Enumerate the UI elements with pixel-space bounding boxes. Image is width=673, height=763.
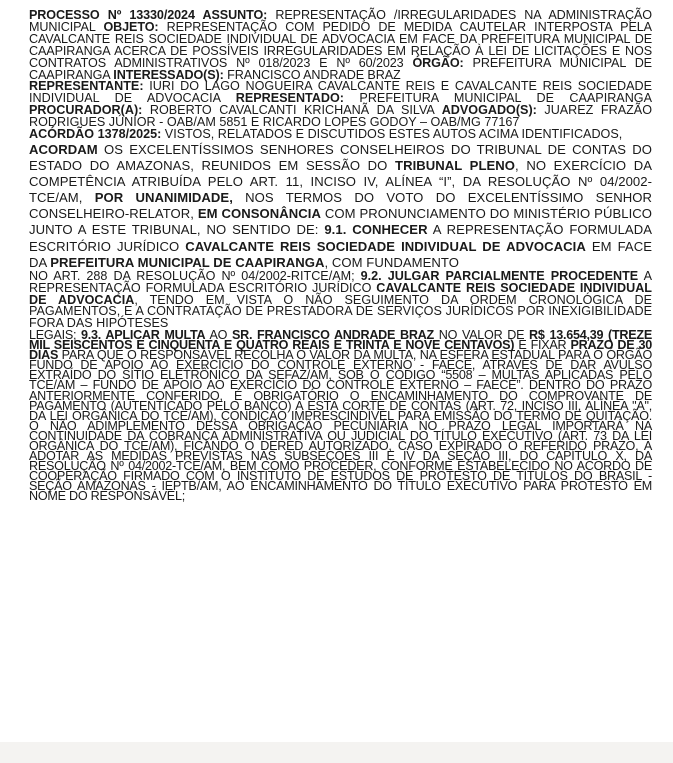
fine-bold-2: SR. FRANCISCO ANDRADE BRAZ bbox=[231, 328, 434, 343]
fine-bold-1: 9.3. APLICAR MULTA bbox=[81, 328, 206, 343]
process-subject: REPRESENTAÇÃO /IRREGULARIDADES NA ADMINISTRAÇÃO MUNICIPAL bbox=[29, 8, 652, 34]
procedence-text-1: NO ART. 288 DA RESOLUÇÃO Nº 04/2002-RITCE/AM; bbox=[29, 268, 361, 283]
represented-label: REPRESENTADO: bbox=[235, 91, 344, 106]
decision-document bbox=[29, 10, 652, 501]
process-label: PROCESSO Nº 13330/2024 ASSUNTO: bbox=[29, 8, 268, 22]
ruling-text-3: NOS TERMOS DO VOTO DO EXCELENTÍSSIMO SENHOR CONSELHEIRO-RELATOR, bbox=[29, 190, 652, 222]
judgment-heading-paragraph bbox=[29, 129, 652, 141]
judgment-label: ACÓRDÃO 1378/2025: bbox=[29, 127, 162, 142]
process-header-paragraph bbox=[29, 10, 652, 81]
attorney-text: ROBERTO CAVALCANTI KRICHANÃ DA SILVA bbox=[142, 103, 442, 118]
representative-label: REPRESENTANTE: bbox=[29, 79, 144, 94]
organ-label: ÓRGÃO: bbox=[412, 55, 464, 70]
ruling-paragraph bbox=[29, 142, 652, 271]
representative-text: IURI DO LAGO NOGUEIRA CAVALCANTE REIS E CAVALCANTE REIS SOCIEDADE INDIVIDUAL DE ADVOCACIA bbox=[29, 79, 652, 106]
object-label: OBJETO: bbox=[103, 19, 159, 34]
attorney-label: PROCURADOR(A): bbox=[29, 103, 143, 118]
ruling-text-5: A REPRESENTAÇÃO FORMULADA ESCRITÓRIO JURÍDICO bbox=[29, 222, 653, 254]
represented-text: PREFEITURA MUNICIPAL DE CAAPIRANGA bbox=[344, 91, 652, 106]
fine-text-4: E FIXAR bbox=[514, 338, 571, 353]
ruling-bold-6: CAVALCANTE REIS SOCIEDADE INDIVIDUAL DE ADVOCACIA bbox=[185, 238, 586, 254]
interested-text: FRANCISCO ANDRADE BRAZ bbox=[223, 67, 401, 82]
ruling-bold-2: TRIBUNAL PLENO bbox=[395, 158, 516, 174]
ruling-text-7: , COM FUNDAMENTO bbox=[324, 254, 459, 270]
fine-text-5: PARA QUE O RESPONSÁVEL RECOLHA O VALOR DA MULTA, NA ESFERA ESTADUAL PARA O ÓRGÃO FUNDO DE APOIO AO EXERCÍCIO DO CONTROLE EXTERNO - FAECE, ATRAVÉS DE DAR AVULSO EXTRAÍDO DO SÍTIO ELETRÔNICO DA SEFAZ/AM, SOB O CÓDIGO “5508 – MULTAS APLICADAS PELO TCE/AM – FUNDO DE APOIO AO EXERCÍCIO DO CONTROLE EXTERNO – FAECE”. DENTRO DO PRAZO ANTERIORMENTE CONFERIDO, É OBRIGATÓRIO O ENCAMINHAMENTO DO COMPROVANTE DE PAGAMENTO (AUTENTICADO PELO BANCO) A ESTA CORTE DE CONTAS (ART. 72, INCISO III, ALÍNEA "A", DA LEI ORGÂNICA DO TCE/AM), CONDIÇÃO IMPRESCINDÍVEL PARA EMISSÃO DO TERMO DE QUITAÇÃO. O NÃO ADIMPLEMENTO DESSA OBRIGAÇÃO PECUNIÁRIA NO PRAZO LEGAL IMPORTARÁ NA CONTINUIDADE DA COBRANÇA ADMINISTRATIVA OU JUDICIAL DO TÍTULO EXECUTIVO (ART. 73 DA LEI ORGÂNICA DO TCE/AM), FICANDO O DERED AUTORIZADO, CASO EXPIRADO O REFERIDO PRAZO, A ADOTAR AS MEDIDAS PREVISTAS NAS SUBSEÇÕES III E IV DA SEÇÃO III, DO CAPÍTULO X, DA RESOLUÇÃO Nº 04/2002-TCE/AM, BEM COMO PROCEDER, CONFORME ESTABELECIDO NO ACORDO DE COOPERAÇÃO FIRMADO COM O INSTITUTO DE ESTUDOS DE PROTESTO DE TÍTULOS DO BRASIL - SEÇÃO AMAZONAS - IEPTB/AM, AO ENCAMINHAMENTO DO TÍTULO EXECUTIVO PARA PROTESTO EM NOME DO RESPONSÁVEL; bbox=[29, 348, 652, 503]
ruling-text-6: EM FACE DA bbox=[29, 238, 653, 270]
parties-paragraph bbox=[29, 81, 652, 129]
interested-label: INTERESSADO(S): bbox=[113, 67, 224, 82]
lawyers-text: JUAREZ FRAZÃO RODRIGUES JÚNIOR - OAB/AM 5851 E RICARDO LOPES GODOY – OAB/MG 77167 bbox=[29, 103, 652, 130]
lawyers-label: ADVOGADO(S): bbox=[441, 103, 537, 118]
page-footer-band bbox=[0, 742, 673, 763]
partial-procedence-paragraph bbox=[29, 268, 652, 331]
ruling-bold-1: ACORDAM bbox=[29, 141, 98, 157]
ruling-text-4: COM PRONUNCIAMENTO DO MINISTÉRIO PÚBLICO JUNTO A ESTE TRIBUNAL, NO SENTIDO DE: bbox=[29, 206, 652, 238]
judgment-intro-text: VISTOS, RELATADOS E DISCUTIDOS ESTES AUTOS ACIMA IDENTIFICADOS, bbox=[161, 127, 623, 142]
fine-text-3: NO VALOR DE bbox=[433, 328, 530, 343]
ruling-bold-7: PREFEITURA MUNICIPAL DE CAAPIRANGA bbox=[50, 254, 325, 270]
organ-text: PREFEITURA MUNICIPAL DE CAAPIRANGA bbox=[29, 55, 652, 82]
fine-text-2: AO bbox=[205, 328, 232, 343]
object-text: REPRESENTAÇÃO COM PEDIDO DE MEDIDA CAUTELAR INTERPOSTA PELA CAVALCANTE REIS SOCIEDADE INDIVIDUAL DE ADVOCACIA EM FACE DA PREFEITURA MUNICIPAL DE CAAPIRANGA ACERCA DE POSSÍVEIS IRREGULARIDADES EM RELAÇÃO À LEI DE LICITAÇÕES E NOS CONTRATOS ADMINISTRATIVOS Nº 018/2023 E Nº 60/2023 bbox=[29, 19, 652, 70]
ruling-bold-5: 9.1. CONHECER bbox=[324, 222, 428, 238]
ruling-bold-3: POR UNANIMIDADE, bbox=[94, 190, 233, 206]
fine-bold-4: PRAZO DE 30 DIAS bbox=[29, 338, 652, 363]
procedence-bold-2: CAVALCANTE REIS SOCIEDADE INDIVIDUAL DE ADVOCACIA bbox=[29, 280, 652, 307]
procedence-text-3: , TENDO EM VISTA O NÃO SEGUIMENTO DA ORDEM CRONOLÓGICA DE PAGAMENTOS, E A CONTRATAÇÃO DE PRESTADORA DE SERVIÇOS JURÍDICOS POR INEXIGIBILIDADE FORA DAS HIPÓTESES bbox=[29, 292, 652, 331]
procedence-bold-1: 9.2. JULGAR PARCIALMENTE PROCEDENTE bbox=[360, 268, 639, 283]
ruling-text-1: OS EXCELENTÍSSIMOS SENHORES CONSELHEIROS DO TRIBUNAL DE CONTAS DO ESTADO DO AMAZONAS, REUNIDOS EM SESSÃO DO bbox=[29, 141, 652, 174]
ruling-bold-4: EM CONSONÂNCIA bbox=[197, 206, 321, 222]
ruling-text-2: , NO EXERCÍCIO DA COMPETÊNCIA ATRIBUÍDA PELO ART. 11, INCISO IV, ALÍNEA “I”, DA RESOLUÇÃO Nº 04/2002-TCE/AM, bbox=[29, 158, 653, 206]
fine-text-1: LEGAIS; bbox=[29, 328, 82, 343]
fine-paragraph bbox=[29, 330, 652, 501]
procedence-text-2: A REPRESENTAÇÃO FORMULADA ESCRITÓRIO JURÍDICO bbox=[29, 268, 652, 295]
fine-bold-3: R$ 13.654,39 (TREZE MIL SEISCENTOS E CINQUENTA E QUATRO REAIS E TRINTA E NOVE CENTAVOS) bbox=[29, 328, 652, 353]
